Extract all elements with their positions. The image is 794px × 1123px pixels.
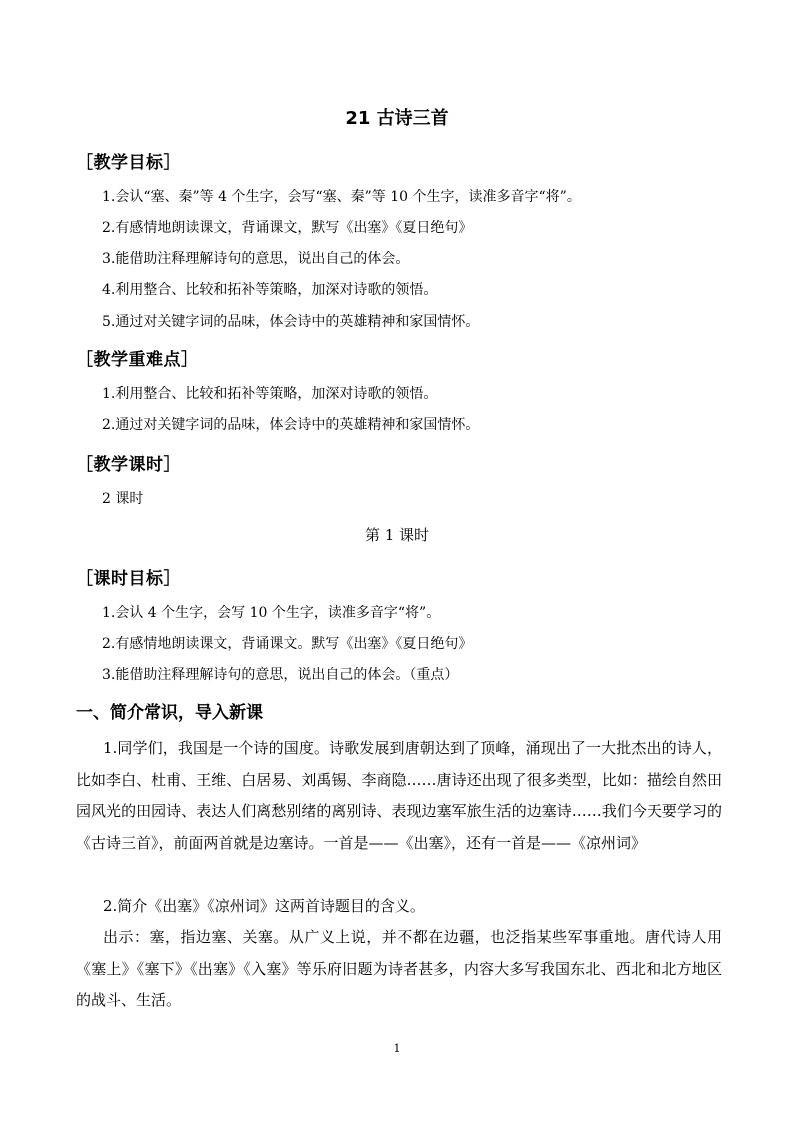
section-heading-hours: ［教学课时］: [76, 455, 181, 475]
part-heading: 一、简介常识，导入新课: [76, 703, 263, 723]
paragraph: 2.简介《出塞》《凉州词》这两首诗题目的含义。: [103, 897, 425, 915]
goal-item: 2.有感情地朗读课文，背诵课文，默写《出塞》《夏日绝句》: [102, 220, 473, 236]
key-point-item: 1.利用整合、比较和拓补等策略，加深对诗歌的领悟。: [102, 386, 438, 402]
goal-item: 1.会认“塞、秦”等 4 个生字，会写“塞、秦”等 10 个生字，读准多音字“将”。: [102, 189, 581, 205]
hours-value: 2 课时: [102, 491, 144, 507]
paragraph: 1.同学们，我国是一个诗的国度。诗歌发展到唐朝达到了顶峰，涌现出了一大批杰出的诗人，比如李白、杜甫、王维、白居易、刘禹锡、李商隐……唐诗还出现了很多类型，比如：描绘自然田园风光的田园诗、表达人们离愁别绪的离别诗、表现边塞军旅生活的边塞诗……我们今天要学习的《古诗三首》，前面两首就是边塞诗。一首是——《出塞》，还有一首是——《凉州词》: [76, 739, 722, 852]
page-number: 1: [393, 1042, 401, 1055]
lesson-heading: 第 1 课时: [364, 526, 430, 544]
goal-item: 3.能借助注释理解诗句的意思，说出自己的体会。: [102, 251, 410, 267]
section-heading-goals: ［教学目标］: [76, 153, 181, 173]
lesson-goal-item: 3.能借助注释理解诗句的意思，说出自己的体会。（重点）: [102, 667, 459, 683]
key-point-item: 2.通过对关键字词的品味，体会诗中的英雄精神和家国情怀。: [102, 417, 480, 433]
section-heading-lesson-goals: ［课时目标］: [76, 569, 181, 589]
goal-item: 5.通过对关键字词的品味，体会诗中的英雄精神和家国情怀。: [102, 314, 480, 330]
lesson-goal-item: 1.会认 4 个生字，会写 10 个生字，读准多音字“将”。: [102, 605, 441, 621]
lesson-goal-item: 2.有感情地朗读课文，背诵课文。默写《出塞》《夏日绝句》: [102, 636, 473, 652]
document-title: 21 古诗三首: [345, 108, 449, 129]
paragraph: 出示：塞，指边塞、关塞。从广义上说，并不都在边疆，也泛指某些军事重地。唐代诗人用《塞上》《塞下》《出塞》《入塞》等乐府旧题为诗者甚多，内容大多写我国东北、西北和北方地区的战斗、生活。: [76, 928, 722, 1009]
goal-item: 4.利用整合、比较和拓补等策略，加深对诗歌的领悟。: [102, 282, 438, 298]
section-heading-key-points: ［教学重难点］: [76, 350, 199, 370]
